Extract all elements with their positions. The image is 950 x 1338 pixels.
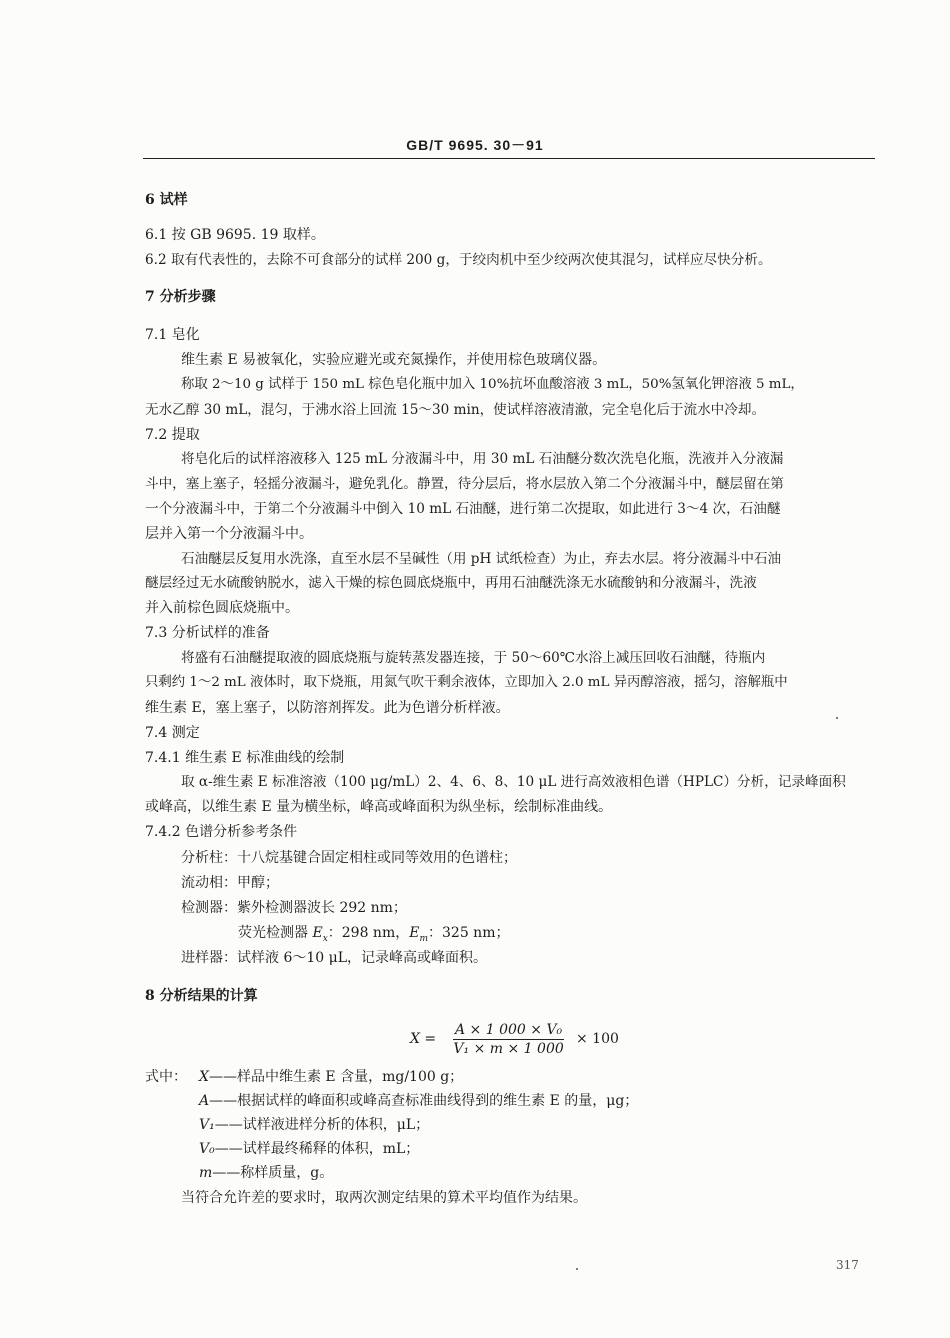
section-6-title: 6 试样 xyxy=(145,192,188,208)
clause-7-3-title: 7.3 分析试样的准备 xyxy=(145,625,270,641)
clause-7-4-1-title: 7.4.1 维生素 E 标准曲线的绘制 xyxy=(145,750,345,766)
clause-7-3-para-line3: 维生素 E，塞上塞子，以防溶剂挥发。此为色谱分析样液。 xyxy=(145,700,510,716)
hplc-uv-detector: 检测器：紫外检测器波长 292 nm； xyxy=(181,900,407,916)
scan-speck xyxy=(836,717,838,719)
clause-7-2-para1-line1: 将皂化后的试样溶液移入 125 mL 分液漏斗中，用 30 mL 石油醚分数次洗皂化瓶，洗液并入分液漏 xyxy=(181,451,784,467)
clause-6-2: 6.2 取有代表性的，去除不可食部分的试样 200 g，于绞肉机中至少绞两次使其混匀，试样应尽快分析。 xyxy=(145,252,772,268)
formula-numerator: A × 1 000 × V₀ xyxy=(455,1022,563,1038)
formula-rhs: × 100 xyxy=(576,1031,619,1047)
def-m: m——称样质量，g。 xyxy=(199,1165,334,1181)
clause-7-4-2-title: 7.4.2 色谱分析参考条件 xyxy=(145,824,298,840)
clause-7-1-para1: 维生素 E 易被氧化，实验应避光或充氮操作，并使用棕色玻璃仪器。 xyxy=(181,352,607,368)
where-intro: 式中： xyxy=(145,1069,187,1085)
page-number: 317 xyxy=(836,1258,859,1272)
hplc-mobile-phase: 流动相：甲醇； xyxy=(181,875,279,891)
clause-7-4-title: 7.4 测定 xyxy=(145,725,200,741)
result-conclusion: 当符合允许差的要求时，取两次测定结果的算术平均值作为结果。 xyxy=(181,1190,587,1206)
def-x: X——样品中维生素 E 含量，mg/100 g； xyxy=(199,1069,464,1085)
clause-7-3-para-line1: 将盛有石油醚提取液的圆底烧瓶与旋转蒸发器连接，于 50～60℃水浴上减压回收石油醚，待瓶内 xyxy=(181,650,766,666)
clause-6-1: 6.1 按 GB 9695. 19 取样。 xyxy=(145,227,325,243)
def-v1: V₁——试样液进样分析的体积，μL； xyxy=(199,1117,430,1133)
clause-7-2-para1-line3: 一个分液漏斗中，于第二个分液漏斗中倒入 10 mL 石油醚，进行第二次提取，如此进行 3～4 次，石油醚 xyxy=(145,501,781,517)
clause-7-4-1-line2: 或峰高，以维生素 E 量为横坐标，峰高或峰面积为纵坐标，绘制标准曲线。 xyxy=(145,799,613,815)
clause-7-2-para1-line2: 斗中，塞上塞子，轻摇分液漏斗，避免乳化。静置，待分层后，将水层放入第二个分液漏斗中，醚层留在第 xyxy=(145,476,784,492)
clause-7-1-title: 7.1 皂化 xyxy=(145,327,200,343)
clause-7-1-para2-line1: 称取 2～10 g 试样于 150 mL 棕色皂化瓶中加入 10%抗坏血酸溶液 3 mL，50%氢氧化钾溶液 5 mL， xyxy=(181,377,804,392)
hplc-column: 分析柱：十八烷基键合固定相柱或同等效用的色谱柱； xyxy=(181,850,517,866)
header-rule xyxy=(143,158,875,159)
formula-fraction xyxy=(453,1022,564,1057)
hplc-injector: 进样器：试样液 6～10 μL，记录峰高或峰面积。 xyxy=(181,950,488,966)
scan-speck xyxy=(576,1268,578,1270)
section-7-title: 7 分析步骤 xyxy=(145,289,216,305)
clause-7-2-para2-line1: 石油醚层反复用水洗涤，直至水层不呈碱性（用 pH 试纸检查）为止，弃去水层。将分液漏斗中石油 xyxy=(181,551,782,567)
clause-7-3-para-line2: 只剩约 1～2 mL 液体时，取下烧瓶，用氮气吹干剩余液体，立即加入 2.0 mL 异丙醇溶液，摇匀，溶解瓶中 xyxy=(145,675,788,690)
def-a: A——根据试样的峰面积或峰高查标准曲线得到的维生素 E 的量，μg； xyxy=(199,1093,639,1109)
hplc-fluorescence-detector: 荧光检测器 $E_x$：298 nm，$E_m$：325 nm； xyxy=(238,925,510,944)
clause-7-2-para1-line4: 层并入第一个分液漏斗中。 xyxy=(145,526,313,542)
clause-7-2-para2-line3: 并入前棕色圆底烧瓶中。 xyxy=(145,600,299,616)
clause-7-4-1-line1: 取 α-维生素 E 标准溶液（100 μg/mL）2、4、6、8、10 μL 进行高效液相色谱（HPLC）分析，记录峰面积 xyxy=(181,774,846,790)
formula-denominator: V₁ × m × 1 000 xyxy=(453,1041,564,1057)
clause-7-2-para2-line2: 醚层经过无水硫酸钠脱水，滤入干燥的棕色圆底烧瓶中，再用石油醚洗涤无水硫酸钠和分液漏斗，洗液 xyxy=(145,575,757,591)
formula-lhs: X = xyxy=(410,1031,437,1047)
def-v0: V₀——试样最终稀释的体积，mL； xyxy=(199,1141,420,1157)
standard-number-header: GB/T 9695. 30－91 xyxy=(406,137,544,153)
clause-7-2-title: 7.2 提取 xyxy=(145,427,200,443)
clause-7-1-para2-line2: 无水乙醇 30 mL，混匀，于沸水浴上回流 15～30 min，使试样溶液清澈，完全皂化后于流水中冷却。 xyxy=(145,402,766,418)
section-8-title: 8 分析结果的计算 xyxy=(145,988,258,1004)
